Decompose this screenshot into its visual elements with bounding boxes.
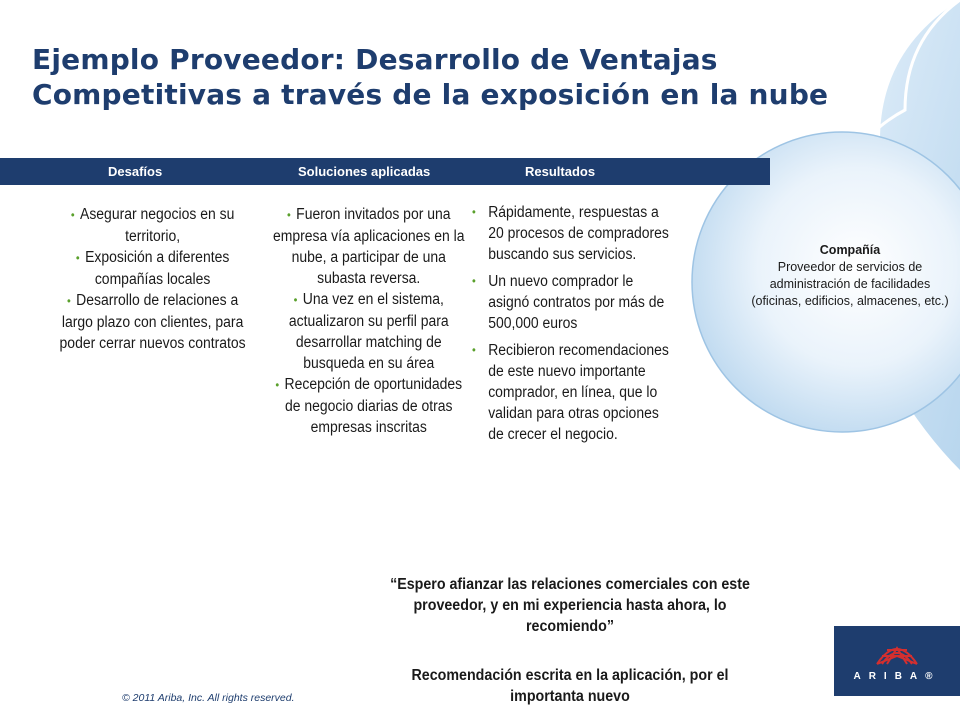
- resultados-column: [472, 202, 672, 451]
- list-item: • Fueron invitados por una empresa vía aplicaciones en la nube, a participar de una subasta reversa.: [272, 206, 465, 287]
- page-title: [32, 42, 912, 112]
- bullet-icon: •: [293, 293, 298, 307]
- header-desafios: Desafíos: [108, 164, 163, 179]
- title-line-2: Competitivas a través de la exposición en la nube: [32, 78, 829, 111]
- quote-attribution: Recomendación escrita en la aplicación, por el importanta nuevo: [411, 667, 729, 705]
- list-item: • Asegurar negocios en su territorio,: [70, 206, 235, 245]
- soluciones-column: [272, 204, 466, 438]
- list-item: • Recibieron recomendaciones de este nuevo importante comprador, en línea, que lo validan para otras opciones de crecer el negocio.: [472, 342, 669, 443]
- bullet-icon: •: [472, 343, 476, 357]
- company-heading: Compañía: [819, 243, 881, 257]
- list-item: • Una vez en el sistema, actualizaron su perfil para desarrollar matching de busqueda en su área: [288, 291, 449, 372]
- bullet-icon: •: [275, 378, 280, 392]
- list-item: • Un nuevo comprador le asignó contratos por más de 500,000 euros: [472, 273, 665, 332]
- header-soluciones: Soluciones aplicadas: [298, 164, 431, 179]
- bullet-icon: •: [66, 294, 71, 308]
- bullet-icon: •: [286, 208, 291, 222]
- company-info: [750, 242, 950, 310]
- logo-text: ARIBA®: [853, 671, 941, 682]
- list-item: • Desarrollo de relaciones a largo plazo con clientes, para poder cerrar nuevos contratos: [59, 292, 246, 352]
- bullet-icon: •: [70, 208, 75, 222]
- desafios-column: [50, 204, 255, 354]
- ariba-logo: [834, 626, 960, 696]
- copyright-text: © 2011 Ariba, Inc. All rights reserved.: [122, 692, 295, 704]
- list-item: • Rápidamente, respuestas a 20 procesos de compradores buscando sus servicios.: [472, 204, 669, 263]
- list-item: • Exposición a diferentes compañías locales: [75, 249, 230, 288]
- bullet-icon: •: [75, 251, 80, 265]
- testimonial-quote: “Espero afianzar las relaciones comerciales con este proveedor, y en mi experiencia hasta ahora, lo recomiendo”: [390, 576, 750, 635]
- title-line-1: Ejemplo Proveedor: Desarrollo de Ventajas: [32, 43, 718, 76]
- header-resultados: Resultados: [525, 164, 596, 179]
- ariba-logo-icon: [834, 626, 960, 671]
- bullet-icon: •: [472, 274, 476, 288]
- bullet-icon: •: [472, 205, 476, 219]
- list-item: • Recepción de oportunidades de negocio diarias de otras empresas inscritas: [275, 376, 463, 436]
- company-description: Proveedor de servicios de administración de facilidades (oficinas, edificios, almacenes, etc.): [751, 260, 949, 308]
